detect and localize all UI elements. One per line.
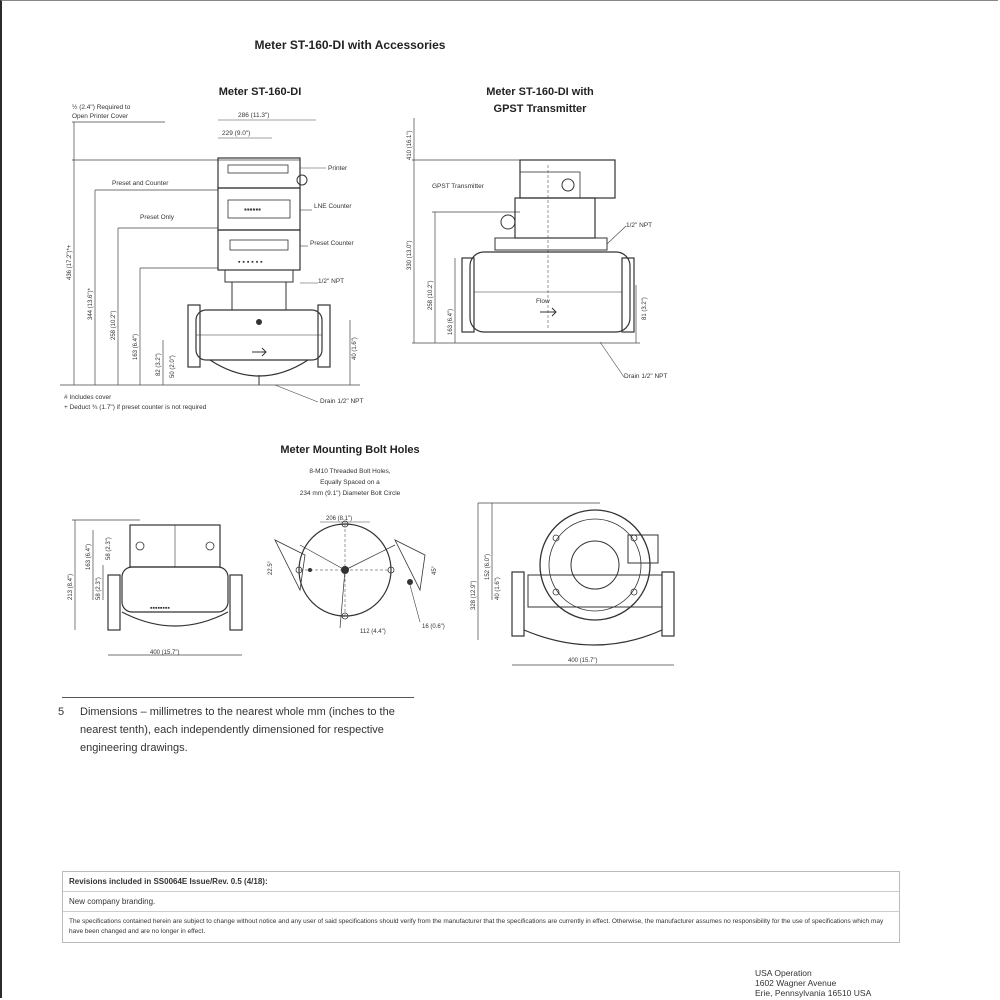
rvdim-81: 81 (3.2") <box>642 297 648 320</box>
callout-lne-counter: LNE Counter <box>314 203 352 210</box>
side-dim-152: 152 (6.0") <box>485 553 491 580</box>
revisions-item: New company branding. <box>63 892 899 912</box>
front-dim-58b: 58 (2.3") <box>106 537 112 560</box>
callout-preset-only: Preset Only <box>140 214 174 221</box>
callout-drain-right: Drain 1/2" NPT <box>624 373 668 380</box>
footnote-text: Dimensions – millimetres to the nearest whole mm (inches to the nearest tenth), each independently dimensioned for respective engineering drawings. <box>80 706 395 754</box>
front-dim-213: 213 (8.4") <box>68 573 74 600</box>
bolt-dim-angle-a: 22.5° <box>268 560 274 575</box>
footnote <box>58 703 410 757</box>
footnote-number: 5 <box>58 706 65 718</box>
vdim-40: 40 (1.6") <box>352 337 358 360</box>
rvdim-330: 330 (13.0") <box>407 240 413 270</box>
front-dim-58a: 58 (2.3") <box>96 577 102 600</box>
revisions-box <box>62 871 900 943</box>
rvdim-410: 410 (16.1") <box>407 130 413 160</box>
svg-text:▪ ▪ ▪ ▪ ▪ ▪: ▪ ▪ ▪ ▪ ▪ ▪ <box>238 259 263 266</box>
bolt-dim-206: 206 (8.1") <box>326 516 353 522</box>
bolt-dim-112: 112 (4.4") <box>360 629 386 635</box>
side-dim-328: 328 (12.9") <box>471 580 477 610</box>
bolt-desc-2: Equally Spaced on a <box>320 479 380 486</box>
vdim-50: 50 (2.0") <box>170 355 176 378</box>
front-dim-400: 400 (15.7") <box>150 650 180 656</box>
address-line-1: USA Operation <box>755 968 812 978</box>
callout-flow: Flow <box>536 298 550 305</box>
front-dim-163: 163 (6.4") <box>86 543 92 570</box>
left-drawing-title: Meter ST-160-DI <box>218 86 302 98</box>
callout-drain-left: Drain 1/2" NPT <box>320 398 364 405</box>
revisions-disclaimer: The specifications contained herein are subject to change without notice and any user of said specifications should verify from the manufacturer that the specifications are currently in effect. Otherwise, the manufacturer assumes no responsibility for the use of specifications which may have been changed and are no longer in effect. <box>69 918 884 935</box>
bolt-desc-3: 234 mm (9.1") Diameter Bolt Circle <box>299 490 401 497</box>
callout-preset-counter-right: Preset Counter <box>310 240 354 247</box>
rvdim-163: 163 (6.4") <box>448 308 454 335</box>
callout-npt-right: 1/2" NPT <box>626 222 653 229</box>
svg-text:▪▪▪▪▪▪: ▪▪▪▪▪▪ <box>244 205 262 214</box>
vdim-82: 82 (3.2") <box>156 353 162 376</box>
callout-gpst: GPST Transmitter <box>432 183 484 190</box>
callout-npt-left: 1/2" NPT <box>318 278 345 285</box>
vdim-258: 258 (10.2") <box>111 310 117 340</box>
right-drawing-title-2: GPST Transmitter <box>493 103 587 115</box>
side-dim-40: 40 (1.6") <box>495 577 501 600</box>
note-includes-cover: # Includes cover <box>64 394 112 401</box>
address-block <box>755 968 871 998</box>
callout-open-printer: Open Printer Cover <box>72 113 128 120</box>
dim-top-286: 286 (11.3") <box>238 112 270 119</box>
address-line-3: Erie, Pennsylvania 16510 USA <box>755 988 872 998</box>
vdim-163: 163 (6.4") <box>133 333 139 360</box>
vdim-436: 436 (17.2")*+ <box>67 244 73 280</box>
bolt-desc-1: 8-M10 Threaded Bolt Holes, <box>309 468 391 475</box>
callout-printer: Printer <box>328 165 348 172</box>
bolt-dim-16: 16 (0.6") <box>422 624 445 630</box>
dim-top-229: 229 (9.0") <box>222 130 251 137</box>
page-title: Meter ST-160-DI with Accessories <box>254 38 446 52</box>
rvdim-258: 258 (10.2") <box>428 280 434 310</box>
bolt-dim-angle-b: 45° <box>432 565 438 575</box>
vdim-344: 344 (13.6")* <box>88 288 94 320</box>
bolt-holes-title: Meter Mounting Bolt Holes <box>280 444 420 456</box>
right-drawing-title-1: Meter ST-160-DI with <box>486 86 594 98</box>
callout-cover-clearance: ½ (2.4") Required to <box>72 104 131 111</box>
svg-text:▪▪▪▪▪▪▪▪: ▪▪▪▪▪▪▪▪ <box>150 605 170 612</box>
side-dim-400: 400 (15.7") <box>568 658 598 664</box>
note-deduct: + Deduct ¾ (1.7") if preset counter is not required <box>64 404 207 411</box>
address-line-2: 1602 Wagner Avenue <box>755 978 837 988</box>
footnote-rule <box>62 697 414 698</box>
callout-preset-counter: Preset and Counter <box>112 180 169 187</box>
revisions-heading: Revisions included in SS0064E Issue/Rev. 0.5 (4/18): <box>63 872 899 892</box>
